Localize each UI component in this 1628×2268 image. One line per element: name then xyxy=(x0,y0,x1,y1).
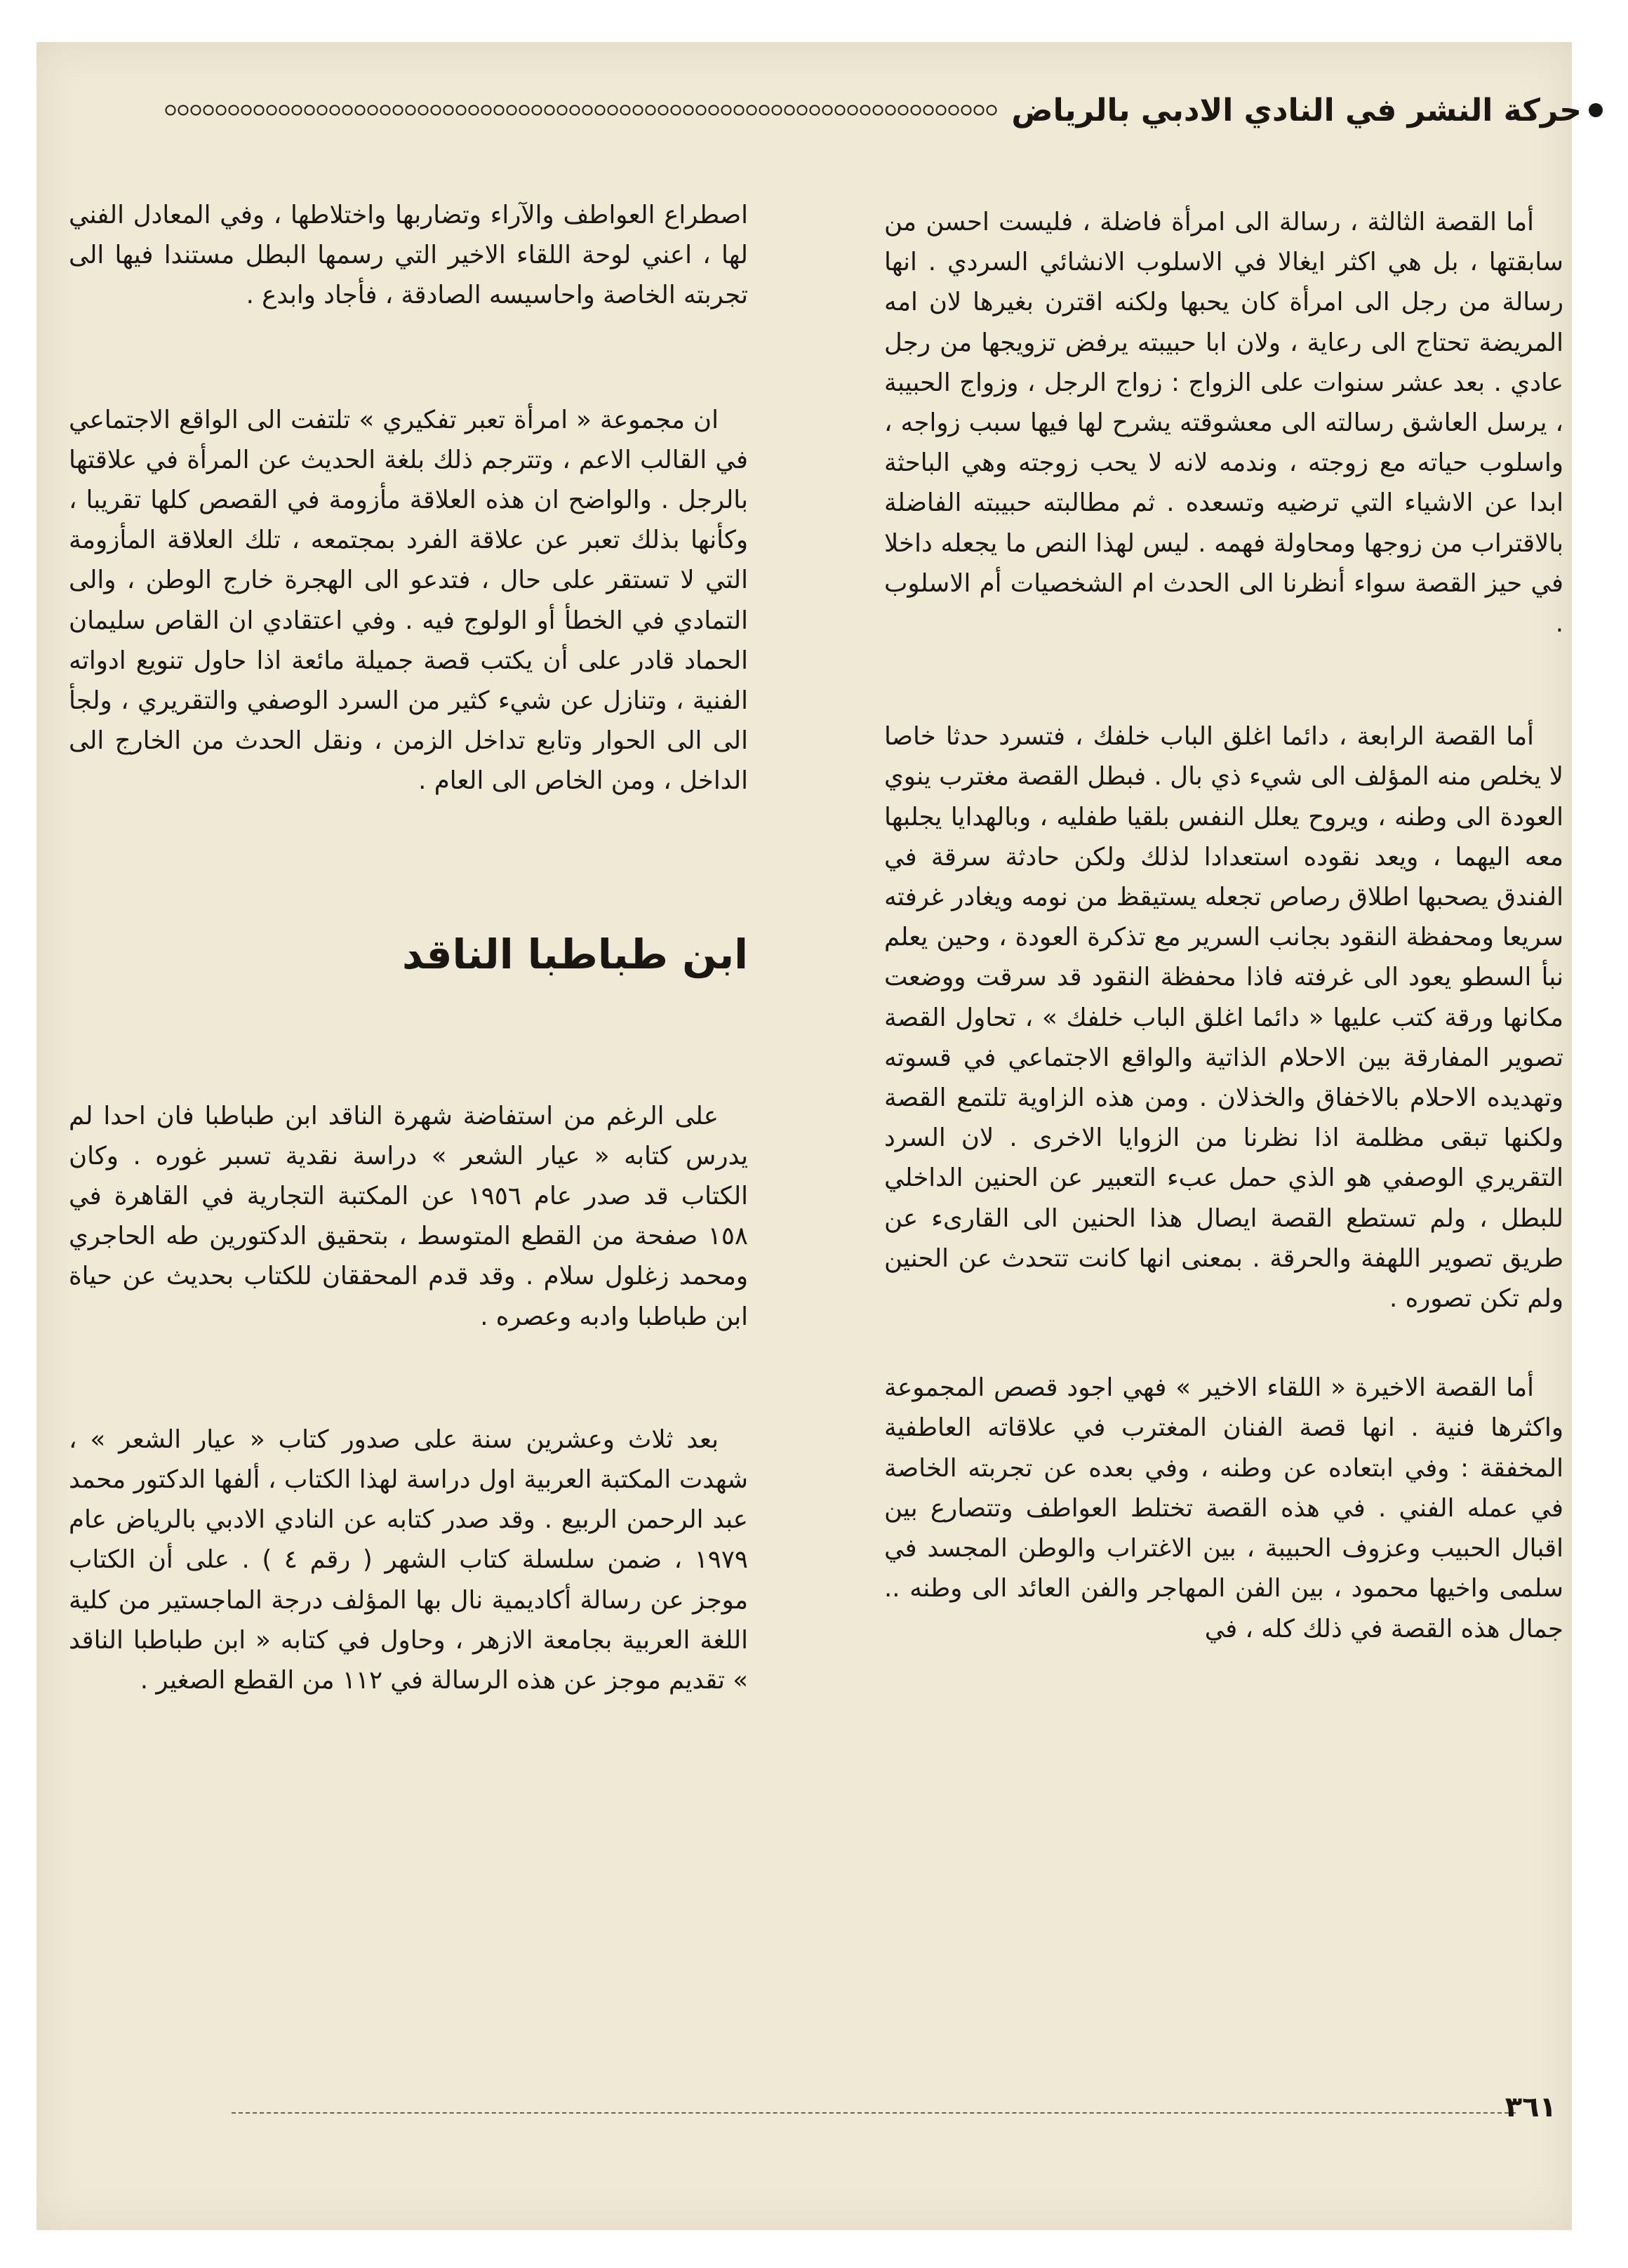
section-heading: ابن طباطبا الناقد xyxy=(402,930,748,978)
running-header-title: حركة النشر في النادي الادبي بالرياض xyxy=(1011,92,1582,128)
paragraph-continuation: اصطراع العواطف والآراء وتضاربها واختلاطها ، وفي المعادل الفني لها ، اعني لوحة اللقاء الاخير التي رسمها البطل مستندا فيها الى تجربته الخاصة واحاسيسه الصادقة ، فأجاد وابدع . xyxy=(69,201,748,310)
page-margin xyxy=(0,0,36,2268)
page-number: ٣٦١ xyxy=(1504,2091,1556,2123)
bullet-icon xyxy=(1589,103,1603,117)
right-column xyxy=(884,202,1563,1649)
paragraph-ibn-tabataba-intro: على الرغم من استفاضة شهرة الناقد ابن طباطبا فان احدا لم يدرس كتابه « عيار الشعر » دراسة نقدية تسبر غوره . وكان الكتاب قد صدر عام ١٩٥٦ عن المكتبة التجارية في القاهرة في ١٥٨ صفحة من القطع المتوسط ، بتحقيق الدكتورين طه الحاجري ومحمد زغلول سلام . وقد قدم المحققان للكتاب بحديث عن حياة ابن طباطبا وادبه وعصره . xyxy=(69,1101,748,1331)
decorative-wavy-rule xyxy=(164,104,999,116)
paragraph-third-story: أما القصة الثالثة ، رسالة الى امرأة فاضلة ، فليست احسن من سابقتها ، بل هي اكثر ايغالا في الاسلوب الانشائي السردي . انها رسالة من رجل الى امرأة كان يحبها ولكنه اقترن بغيرها لان امه المريضة تحتاج الى رعاية ، ولان ابا حبيبته يرفض تزويجها من رجل عادي . بعد عشر سنوات على الزواج : زواج الرجل ، وزواج الحبيبة ، يرسل العاشق رسالته الى معشوقته يشرح لها فيها سبب زواجه ، واسلوب حياته مع زوجته ، وندمه لانه لا يحب زوجته وهي الباحثة ابدا عن الاشياء التي ترضيه وتسعده . ثم مطالبته حبيبته الفاضلة بالاقتراب من زوجها ومحاولة فهمه . ليس لهذا النص ما يجعله داخلا في حيز القصة سواء أنظرنا الى الحدث ام الشخصيات أم الاسلوب . xyxy=(884,208,1563,639)
running-header xyxy=(164,86,1603,135)
paragraph-fourth-story: أما القصة الرابعة ، دائما اغلق الباب خلفك ، فتسرد حدثا خاصا لا يخلص منه المؤلف الى شيء ذي بال . فبطل القصة مغترب ينوي العودة الى وطنه ، ويروح يعلل النفس بلقيا طفليه ، وبالهدايا يجلبها معه اليهما ، ويعد نقوده استعدادا لذلك ولكن حادثة سرقة في الفندق يصحبها اطلاق رصاص تجعله يستيقظ من نومه ويغادر غرفته سريعا ومحفظة النقود بجانب السرير مع تذكرة العودة ، وحين يعلم نبأ السطو يعود الى غرفته فاذا محفظة النقود قد سرقت ووضعت مكانها ورقة كتب عليها « دائما اغلق الباب خلفك » ، تحاول القصة تصوير المفارقة بين الاحلام الذاتية والواقع الاجتماعي في قسوته وتهديده الاحلام بالاخفاق والخذلان . ومن هذه الزاوية تلتمع القصة ولكنها تبقى مظلمة اذا نظرنا من الزوايا الاخرى . لان السرد التقريري الوصفي هو الذي حمل عبء التعبير عن الحنين الداخلي للبطل ، ولم تستطع القصة ايصال هذا الحنين الى القارىء عن طريق تصوير اللهفة والحرقة . بمعنى انها كانت تتحدث عن الحنين ولم تكن تصوره . xyxy=(884,722,1563,1314)
paragraph-ibn-tabataba-study: بعد ثلاث وعشرين سنة على صدور كتاب « عيار الشعر » ، شهدت المكتبة العربية اول دراسة لهذا الكتاب ، ألفها الدكتور محمد عبد الرحمن الربيع . وقد صدر كتابه عن النادي الادبي بالرياض عام ١٩٧٩ ، ضمن سلسلة كتاب الشهر ( رقم ٤ ) . على أن الكتاب موجز عن رسالة أكاديمية نال بها المؤلف درجة الماجستير من كلية اللغة العربية بجامعة الازهر ، وحاول في كتابه « ابن طباطبا الناقد » تقديم موجز عن هذه الرسالة في ١١٢ من القطع الصغير . xyxy=(69,1425,748,1695)
left-column xyxy=(69,195,748,1700)
paragraph-last-story: أما القصة الاخيرة « اللقاء الاخير » فهي اجود قصص المجموعة واكثرها فنية . انها قصة الفنان المغترب في علاقاته العاطفية المخفقة : وفي ابتعاده عن وطنه ، وفي بعده عن تجربته الخاصة في عمله الفني . في هذه القصة تختلط العواطف وتتصارع بين اقبال الحبيب وعزوف الحبيبة ، بين الاغتراب والوطن المجسد في سلمى واخيها محمود ، بين الفن المهاجر والفن العائد الى وطنه .. جمال هذه القصة في ذلك كله ، في xyxy=(884,1373,1563,1643)
paragraph-collection-summary: ان مجموعة « امرأة تعبر تفكيري » تلتفت الى الواقع الاجتماعي في القالب الاعم ، وتترجم ذلك بلغة الحديث عن المرأة في علاقتها بالرجل . والواضح ان هذه العلاقة مأزومة في القصص كلها تقريبا ، وكأنها بذلك تعبر عن علاقة الفرد بمجتمعه ، تلك العلاقة المأزومة التي لا تستقر على حال ، فتدعو الى الهجرة خارج الوطن ، والى التمادي في الخطأ أو الولوج فيه . وفي اعتقادي ان القاص سليمان الحماد قادر على أن يكتب قصة جميلة مائعة اذا حاول تنويع ادواته الفنية ، وتنازل عن شيء كثير من السرد الوصفي والتقريري ، ولجأ الى الى الحوار وتابع تداخل الزمن ، ونقل الحدث من الخارج الى الداخل ، ومن الخاص الى العام . xyxy=(69,405,748,796)
footer-rule xyxy=(232,2112,1516,2114)
